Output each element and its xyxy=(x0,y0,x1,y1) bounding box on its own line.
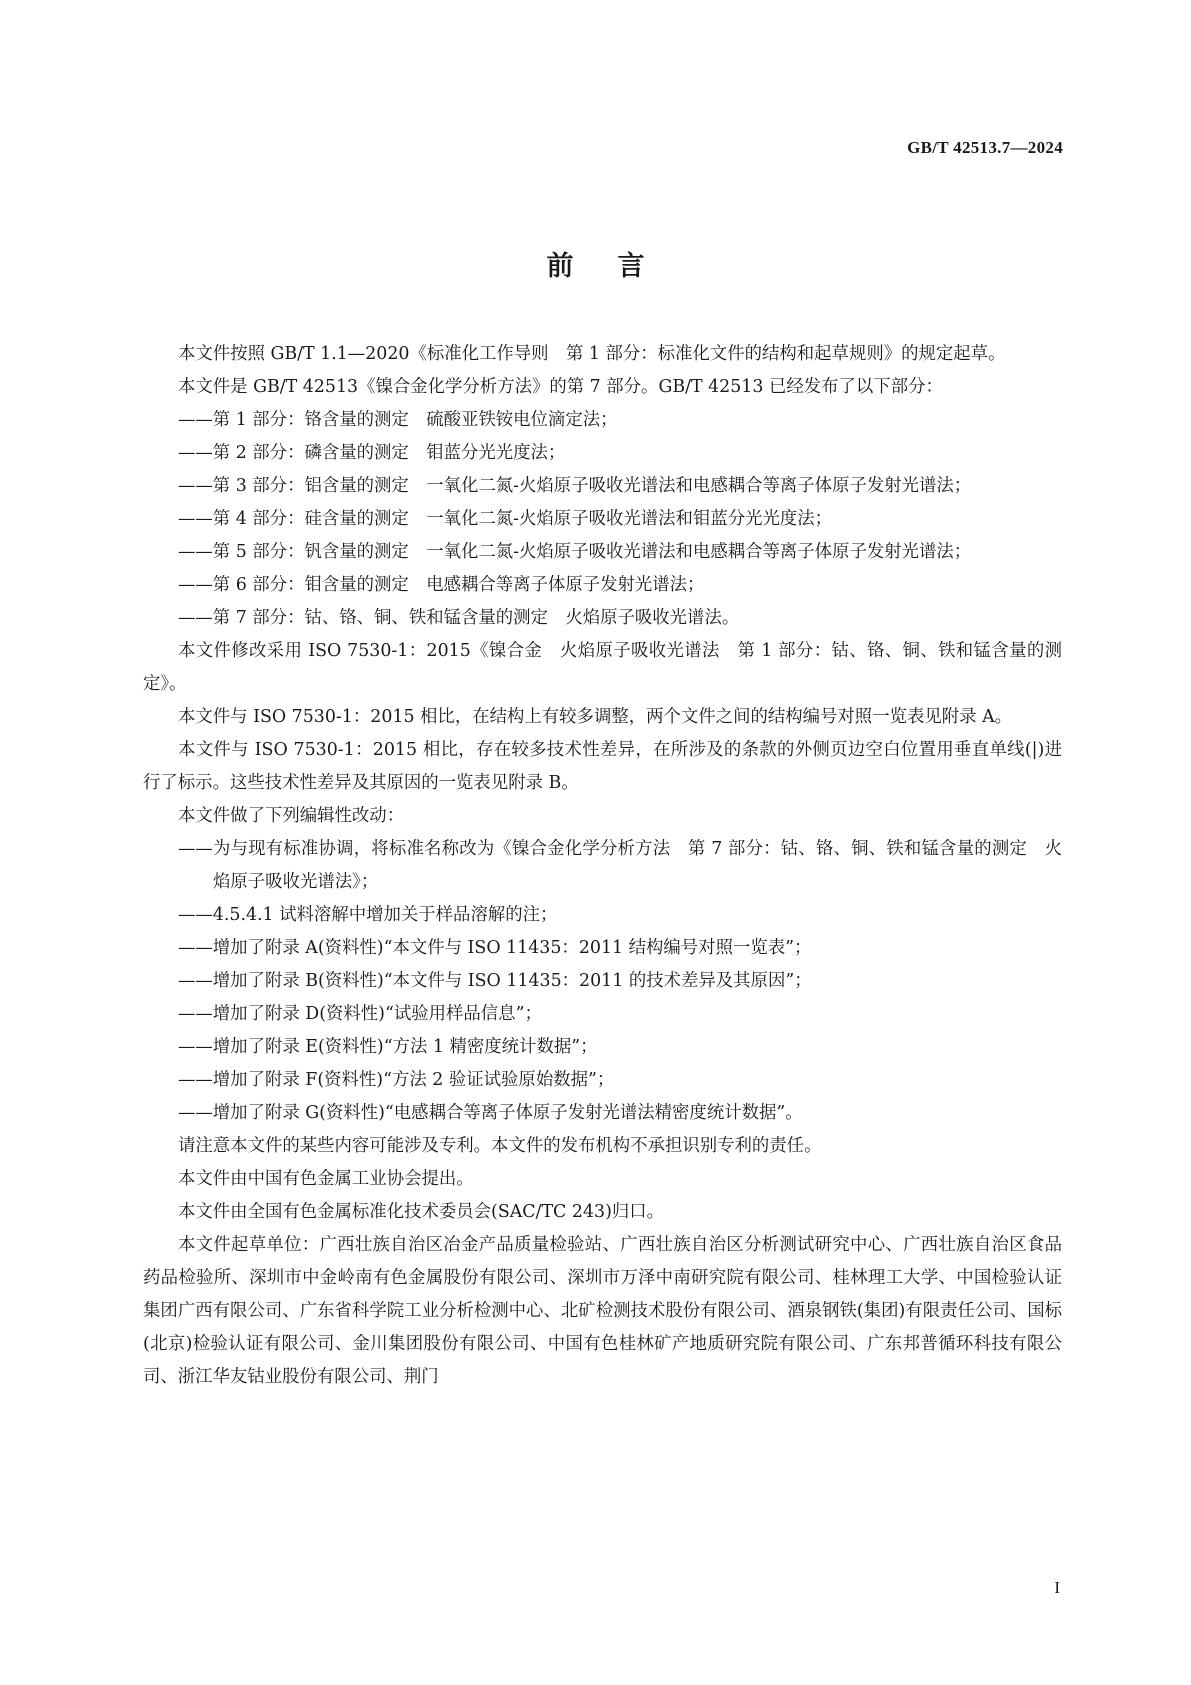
paragraph-drafting-units: 本文件起草单位：广西壮族自治区冶金产品质量检验站、广西壮族自治区分析测试研究中心、广西壮族自治区食品药品检验所、深圳市中金岭南有色金属股份有限公司、深圳市万泽中南研究院有限公司、桂林理工大学、中国检验认证集团广西有限公司、广东省科学院工业分析检测中心、北矿检测技术股份有限公司、酒泉钢铁(集团)有限责任公司、国标(北京)检验认证有限公司、金川集团股份有限公司、中国有色桂林矿产地质研究院有限公司、广东邦普循环科技有限公司、浙江华友钴业股份有限公司、荆门 xyxy=(143,1235,1062,1387)
list-item-edit: ——为与现有标准协调，将标准名称改为《镍合金化学分析方法 第 7 部分：钴、铬、铜、铁和锰含量的测定 火焰原子吸收光谱法》； xyxy=(178,839,1062,892)
list-item-edit: ——增加了附录 E(资料性)“方法 1 精密度统计数据”； xyxy=(178,1037,598,1057)
paragraph-structure-changes: 本文件与 ISO 7530-1：2015 相比，在结构上有较多调整，两个文件之间的结构编号对照一览表见附录 A。 xyxy=(178,707,1013,727)
paragraph-committee: 本文件由全国有色金属标准化技术委员会(SAC/TC 243)归口。 xyxy=(178,1202,665,1222)
list-item-edit: ——增加了附录 G(资料性)“电感耦合等离子体原子发射光谱法精密度统计数据”。 xyxy=(178,1103,803,1123)
list-item-part: ——第 4 部分：硅含量的测定 一氧化二氮-火焰原子吸收光谱法和钼蓝分光光度法； xyxy=(178,509,833,529)
list-item-part: ——第 5 部分：钒含量的测定 一氧化二氮-火焰原子吸收光谱法和电感耦合等离子体原子发射光谱法； xyxy=(178,542,972,562)
list-item-edit: ——增加了附录 B(资料性)“本文件与 ISO 11435：2011 的技术差异及其原因”； xyxy=(178,971,812,991)
list-item-part: ——第 7 部分：钴、铬、铜、铁和锰含量的测定 火焰原子吸收光谱法。 xyxy=(178,608,740,628)
list-item-part: ——第 2 部分：磷含量的测定 钼蓝分光光度法； xyxy=(178,443,566,463)
page-title: 前言 xyxy=(546,251,689,282)
list-item-part: ——第 1 部分：铬含量的测定 硫酸亚铁铵电位滴定法； xyxy=(178,410,618,430)
paragraph-patent-notice: 请注意本文件的某些内容可能涉及专利。本文件的发布机构不承担识别专利的责任。 xyxy=(178,1136,822,1156)
paragraph-proposer: 本文件由中国有色金属工业协会提出。 xyxy=(178,1169,474,1189)
list-item-edit: ——4.5.4.1 试料溶解中增加关于样品溶解的注； xyxy=(178,905,558,925)
paragraph-technical-differences: 本文件与 ISO 7530-1：2015 相比，存在较多技术性差异，在所涉及的条款的外侧页边空白位置用垂直单线(|)进行了标示。这些技术性差异及其原因的一览表见附录 B。 xyxy=(143,740,1062,793)
paragraph-drafting-rules: 本文件按照 GB/T 1.1—2020《标准化工作导则 第 1 部分：标准化文件的结构和起草规则》的规定起草。 xyxy=(178,344,1006,364)
page-number: I xyxy=(1054,1578,1060,1597)
list-item-part: ——第 6 部分：钼含量的测定 电感耦合等离子体原子发射光谱法； xyxy=(178,575,705,595)
paragraph-series-intro: 本文件是 GB/T 42513《镍合金化学分析方法》的第 7 部分。GB/T 42513 已经发布了以下部分： xyxy=(178,377,943,397)
paragraph-editorial-intro: 本文件做了下列编辑性改动： xyxy=(178,806,405,826)
list-item-edit: ——增加了附录 F(资料性)“方法 2 验证试验原始数据”； xyxy=(178,1070,615,1090)
paragraph-adoption: 本文件修改采用 ISO 7530-1：2015《镍合金 火焰原子吸收光谱法 第 1 部分：钴、铬、铜、铁和锰含量的测定》。 xyxy=(143,641,1062,694)
list-item-edit: ——增加了附录 A(资料性)“本文件与 ISO 11435：2011 结构编号对照一览表”； xyxy=(178,938,812,958)
list-item-edit: ——增加了附录 D(资料性)“试验用样品信息”； xyxy=(178,1004,542,1024)
standard-code: GB/T 42513.7—2024 xyxy=(907,138,1063,157)
document-body xyxy=(143,338,1062,1394)
list-item-part: ——第 3 部分：铝含量的测定 一氧化二氮-火焰原子吸收光谱法和电感耦合等离子体原子发射光谱法； xyxy=(178,476,972,496)
